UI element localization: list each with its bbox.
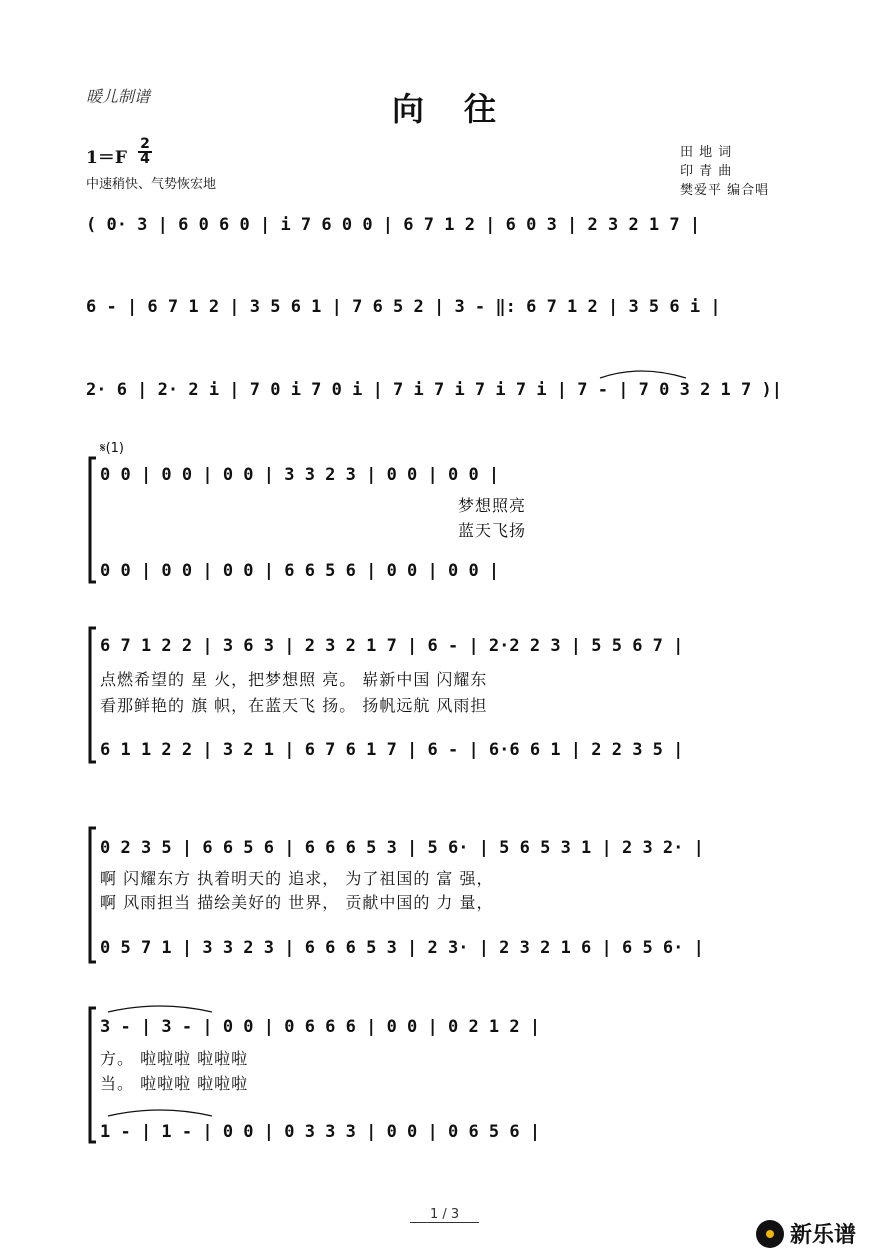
- intro-line-1: ( 0· 3 | 6 0 6 0 | i 7 6 0 0 | 6 7 1 2 | 6 0 3 | 2 3 2 1 7 |: [86, 215, 701, 235]
- time-numerator: 2: [140, 136, 150, 152]
- page-number: 1 / 3: [410, 1207, 479, 1223]
- system3-lyric-verse1: 啊 闪耀东方 执着明天的 追求， 为了祖国的 富 强，: [100, 869, 494, 888]
- key-signature: 1＝F: [86, 148, 127, 168]
- system1-upper-notes: 0 0 | 0 0 | 0 0 | 3 3 2 3 | 0 0 | 0 0 |: [100, 465, 500, 485]
- system3-lyric-verse2: 啊 风雨担当 描绘美好的 世界， 贡献中国的 力 量，: [100, 893, 494, 912]
- intro-line-2: 6 - | 6 7 1 2 | 3 5 6 1 | 7 6 5 2 | 3 - ‖: 6 7 1 2 | 3 5 6 i |: [86, 297, 721, 317]
- vinyl-icon: [756, 1220, 784, 1248]
- segno-mark: 𝄋(1): [100, 441, 125, 456]
- system3-upper-notes: 0 2 3 5 | 6 6 5 6 | 6 6 6 5 3 | 5 6· | 5 6 5 3 1 | 2 3 2· |: [100, 838, 704, 858]
- time-denominator: 4: [138, 151, 152, 166]
- system2-upper-notes: 6 7 1 2 2 | 3 6 3 | 2 3 2 1 7 | 6 - | 2·2 2 3 | 5 5 6 7 |: [100, 636, 684, 656]
- tempo-marking: 中速稍快、气势恢宏地: [86, 177, 217, 192]
- brand-logo-text: 新乐谱: [790, 1223, 857, 1248]
- bracket-system-3: [90, 828, 96, 962]
- system3-lower-notes: 0 5 7 1 | 3 3 2 3 | 6 6 6 5 3 | 2 3· | 2 3 2 1 6 | 6 5 6· |: [100, 938, 704, 958]
- tie-lower: [108, 1110, 212, 1116]
- brand-logo: [756, 1218, 856, 1249]
- tie-slur: [600, 371, 686, 378]
- system4-lyric-verse1: 方。 啦啦啦 啦啦啦: [100, 1049, 249, 1068]
- system4-lyric-verse2: 当。 啦啦啦 啦啦啦: [100, 1074, 249, 1093]
- tie-upper: [108, 1006, 212, 1012]
- system1-lyric-verse2: 蓝天飞扬: [458, 521, 527, 540]
- page-title: 向往: [392, 90, 537, 128]
- score-maker: 暖儿制谱: [86, 87, 151, 106]
- system2-lyric-verse2: 看那鲜艳的 旗 帜，在蓝天飞 扬。 扬帆远航 风雨担: [100, 696, 488, 715]
- bracket-system-1: [90, 458, 96, 582]
- system2-lower-notes: 6 1 1 2 2 | 3 2 1 | 6 7 6 1 7 | 6 - | 6·6 6 1 | 2 2 3 5 |: [100, 740, 684, 760]
- credit-lyricist: 田 地 词: [680, 145, 733, 160]
- credit-composer: 印 青 曲: [680, 164, 733, 179]
- system1-lower-notes: 0 0 | 0 0 | 0 0 | 6 6 5 6 | 0 0 | 0 0 |: [100, 561, 500, 581]
- system4-upper-notes: 3 - | 3 - | 0 0 | 0 6 6 6 | 0 0 | 0 2 1 2 |: [100, 1017, 541, 1037]
- system1-lyric-verse1: 梦想照亮: [458, 496, 527, 515]
- system4-lower-notes: 1 - | 1 - | 0 0 | 0 3 3 3 | 0 0 | 0 6 5 6 |: [100, 1122, 541, 1142]
- credit-arranger: 樊爱平 编合唱: [680, 183, 770, 198]
- intro-line-3: 2· 6 | 2· 2 i | 7 0 i 7 0 i | 7 i 7 i 7 i 7 i | 7 - | 7 0 3 2 1 7 )|: [86, 380, 782, 400]
- bracket-system-4: [90, 1008, 96, 1142]
- system2-lyric-verse1: 点燃希望的 星 火，把梦想照 亮。 崭新中国 闪耀东: [100, 670, 488, 689]
- bracket-system-2: [90, 628, 96, 762]
